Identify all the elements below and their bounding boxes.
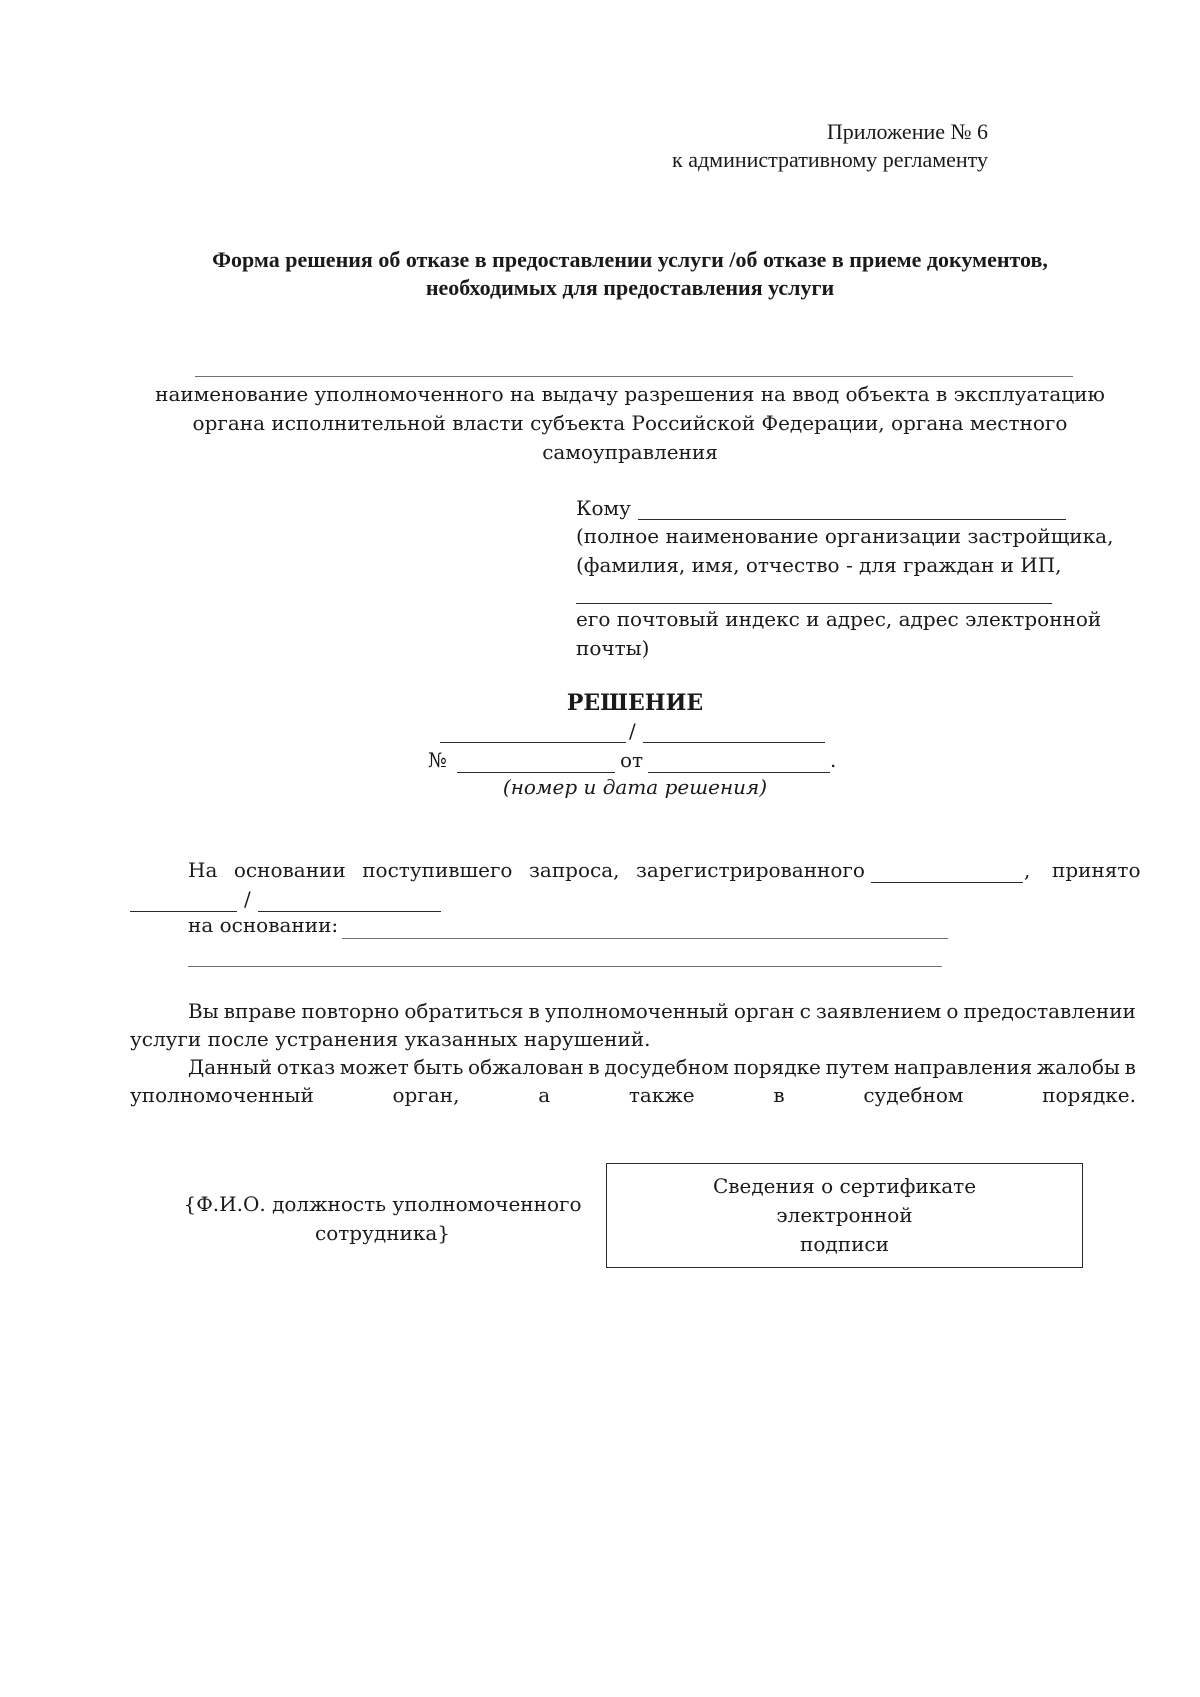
notice-p2-line1 [188,1055,1136,1079]
recipient-caption-bottom [576,605,1101,663]
notice-p1-line1 [188,999,1136,1023]
basis-grounds-label: на основании: [188,913,339,937]
decision-date-line [648,772,830,773]
notice-word: повторно [301,999,400,1023]
decision-caption: (номер и дата решения) [502,775,768,799]
basis-comma: , [1024,858,1031,882]
form-title-line2: необходимых для предоставления услуги [425,275,835,300]
notice-word: отказ [276,1055,336,1079]
notice-word: с [799,999,811,1023]
authority-caption-line3: самоуправления [542,440,718,464]
decision-reg-line-left [440,742,626,743]
notice-word: заявлением [815,999,942,1023]
notice-word: орган, [392,1083,460,1107]
certificate-line2: электронной [776,1203,913,1227]
recipient-caption-top [576,522,1113,580]
notice-word: также [628,1083,695,1107]
basis-accepted-line-left [130,911,237,912]
notice-word: порядке [733,1055,821,1079]
basis-word: поступившего [362,858,513,882]
notice-word: направления [893,1055,1033,1079]
decision-slash: / [629,719,636,743]
recipient-caption-line4: почты) [576,636,650,660]
authority-name-line [195,376,1073,377]
appendix-header [672,118,988,174]
form-title-line1: Форма решения об отказе в предоставлении услуги /об отказе в приеме документов, [212,247,1048,272]
recipient-address-line [576,603,1052,604]
notice-word: о [946,999,959,1023]
certificate-line1: Сведения о сертификате [712,1174,977,1198]
basis-word: запроса, [529,858,620,882]
form-title [100,246,1160,302]
notice-word: уполномоченный [130,1083,314,1107]
notice-word: обжалован [468,1055,584,1079]
basis-registered-line [871,882,1023,883]
notice-word: вправе [223,999,297,1023]
authority-caption-line1: наименование уполномоченного на выдачу разрешения на ввод объекта в эксплуатацию [155,382,1105,406]
certificate-text [713,1172,976,1259]
notice-p1-line2: услуги после устранения указанных нарушений. [130,1027,651,1051]
official-line1: {Ф.И.О. должность уполномоченного [183,1192,582,1216]
notice-word: досудебном [604,1055,729,1079]
basis-slash: / [244,887,251,911]
decision-reg-line-right [643,742,825,743]
authority-caption-line2: органа исполнительной власти субъекта Российской Федерации, органа местного [192,411,1068,435]
basis-word: На [188,858,218,882]
signature-certificate-box [606,1163,1083,1268]
recipient-caption-line2: (фамилия, имя, отчество - для граждан и ИП, [576,553,1062,577]
notice-word: может [339,1055,409,1079]
appendix-number: Приложение № 6 [826,119,988,144]
notice-word: предоставлении [963,999,1136,1023]
notice-p2-line2 [130,1083,1136,1107]
notice-word: обратиться [404,999,524,1023]
basis-word: зарегистрированного [636,858,865,882]
notice-word: порядке. [1042,1083,1136,1107]
authority-caption [100,380,1160,467]
notice-word: быть [413,1055,464,1079]
notice-word: а [538,1083,551,1107]
recipient-caption-line1: (полное наименование организации застройщика, [576,524,1114,548]
notice-word: жалобы [1036,1055,1120,1079]
basis-accepted-word: принято [1052,858,1141,882]
decision-from-word: от [620,748,644,772]
decision-period: . [830,748,837,772]
decision-number-line [457,772,615,773]
decision-heading: РЕШЕНИЕ [566,690,704,716]
notice-word: Вы [188,999,219,1023]
notice-word: в [1124,1055,1136,1079]
official-line2: сотрудника} [315,1221,450,1245]
appendix-subtitle: к административному регламенту [672,147,988,172]
basis-grounds-line2 [188,966,942,967]
certificate-line3: подписи [800,1232,889,1256]
official-signature-block [160,1190,605,1248]
recipient-to-label: Кому [576,496,631,520]
basis-word: основании [233,858,346,882]
basis-line1-words [188,858,865,882]
recipient-caption-line3: его почтовый индекс и адрес, адрес электронной [576,607,1102,631]
notice-word: судебном [863,1083,964,1107]
decision-number-sign: № [428,748,447,772]
notice-word: в [588,1055,600,1079]
basis-accepted-line-right [258,911,441,912]
notice-word: уполномоченный [544,999,729,1023]
notice-word: в [528,999,540,1023]
notice-word: путем [825,1055,890,1079]
notice-word: в [773,1083,785,1107]
recipient-name-line [638,519,1066,520]
notice-word: Данный [188,1055,273,1079]
basis-grounds-line1 [342,938,948,939]
notice-word: орган [733,999,795,1023]
